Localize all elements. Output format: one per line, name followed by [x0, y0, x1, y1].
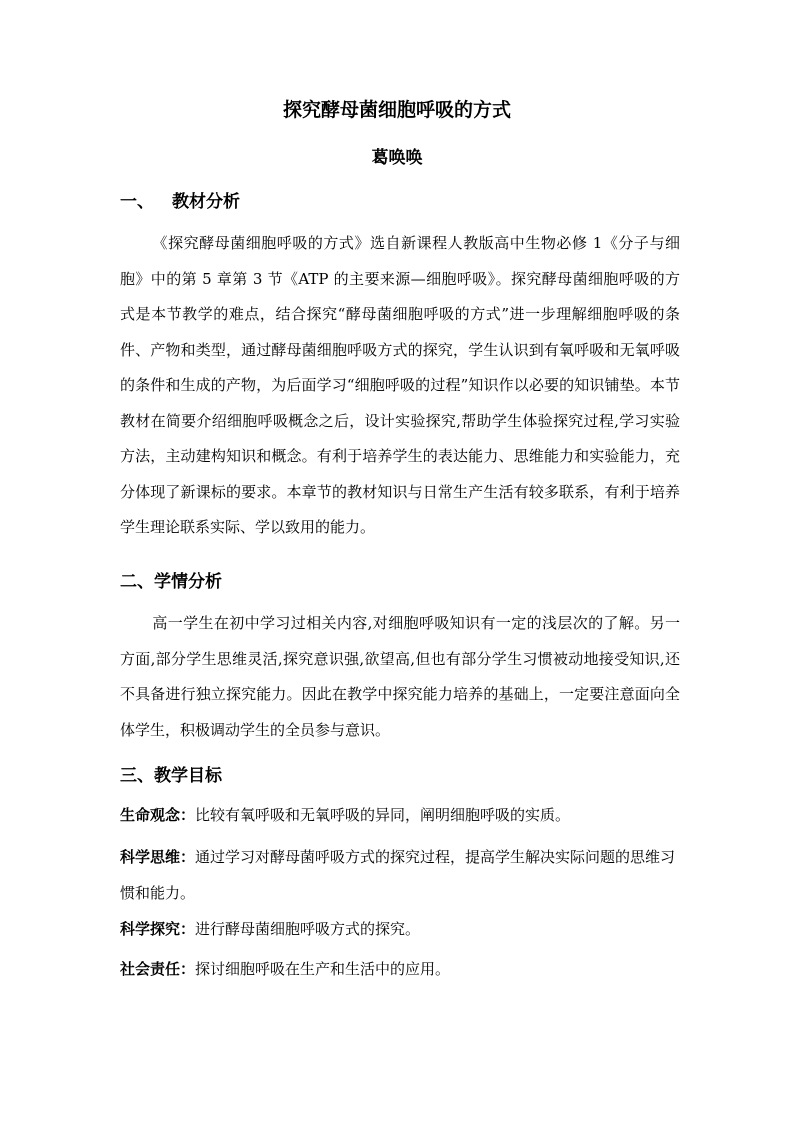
- section-title: 教材分析: [172, 192, 240, 212]
- goal-social-responsibility: [120, 952, 680, 988]
- goal-scientific-thinking: [120, 840, 680, 911]
- goal-text: 比较有氧呼吸和无氧呼吸的异同，阐明细胞呼吸的实质。: [195, 806, 571, 824]
- paragraph-text: 高一学生在初中学习过相关内容,对细胞呼吸知识有一定的浅层次的了解。另一方面,部分学生思维灵活,探究意识强,欲望高,但也有部分学生习惯被动地接受知识,还不具备进行独立探究能力。因此在教学中探究能力培养的基础上，一定要注意面向全体学生，积极调动学生的全员参与意识。: [120, 614, 680, 739]
- paragraph-student-analysis: [120, 606, 680, 748]
- document-author: 葛唤唤: [371, 148, 423, 168]
- paragraph-textbook-analysis: [120, 226, 680, 546]
- section-heading-textbook-analysis: [120, 188, 240, 216]
- section-heading-student-analysis: 二、学情分析: [120, 572, 222, 592]
- goal-text: 通过学习对酵母菌呼吸方式的探究过程，提高学生解决实际问题的思维习惯和能力。: [120, 848, 676, 902]
- section-number: 一、: [120, 192, 154, 212]
- section-heading-teaching-goals: 三、教学目标: [120, 766, 222, 786]
- document-title: 探究酵母菌细胞呼吸的方式: [282, 99, 511, 121]
- goal-life-concept: [120, 798, 680, 834]
- paragraph-text: 《探究酵母菌细胞呼吸的方式》选自新课程人教版高中生物必修 1《分子与细胞》中的第 5 章第 3 节《ATP 的主要来源—细胞呼吸》。探究酵母菌细胞呼吸的方式是本节教学的难点，结合探究“酵母菌细胞呼吸的方式”进一步理解细胞呼吸的条件、产物和类型，通过酵母菌细胞呼吸方式的探究，学生认识到有氧呼吸和无氧呼吸的条件和生成的产物，为后面学习“细胞呼吸的过程”知识作以必要的知识铺垫。本节教材在简要介绍细胞呼吸概念之后，设计实验探究,帮助学生体验探究过程,学习实验方法，主动建构知识和概念。有利于培养学生的表达能力、思维能力和实验能力，充分体现了新课标的要求。本章节的教材知识与日常生产生活有较多联系，有利于培养学生理论联系实际、学以致用的能力。: [120, 234, 680, 536]
- goal-label: 社会责任：: [120, 960, 196, 978]
- goal-text: 进行酵母菌细胞呼吸方式的探究。: [195, 920, 421, 938]
- goal-label: 生命观念：: [120, 806, 196, 824]
- goal-label: 科学探究：: [120, 920, 196, 938]
- goal-label: 科学思维：: [120, 848, 196, 866]
- goal-scientific-inquiry: [120, 912, 680, 948]
- goal-text: 探讨细胞呼吸在生产和生活中的应用。: [195, 960, 451, 978]
